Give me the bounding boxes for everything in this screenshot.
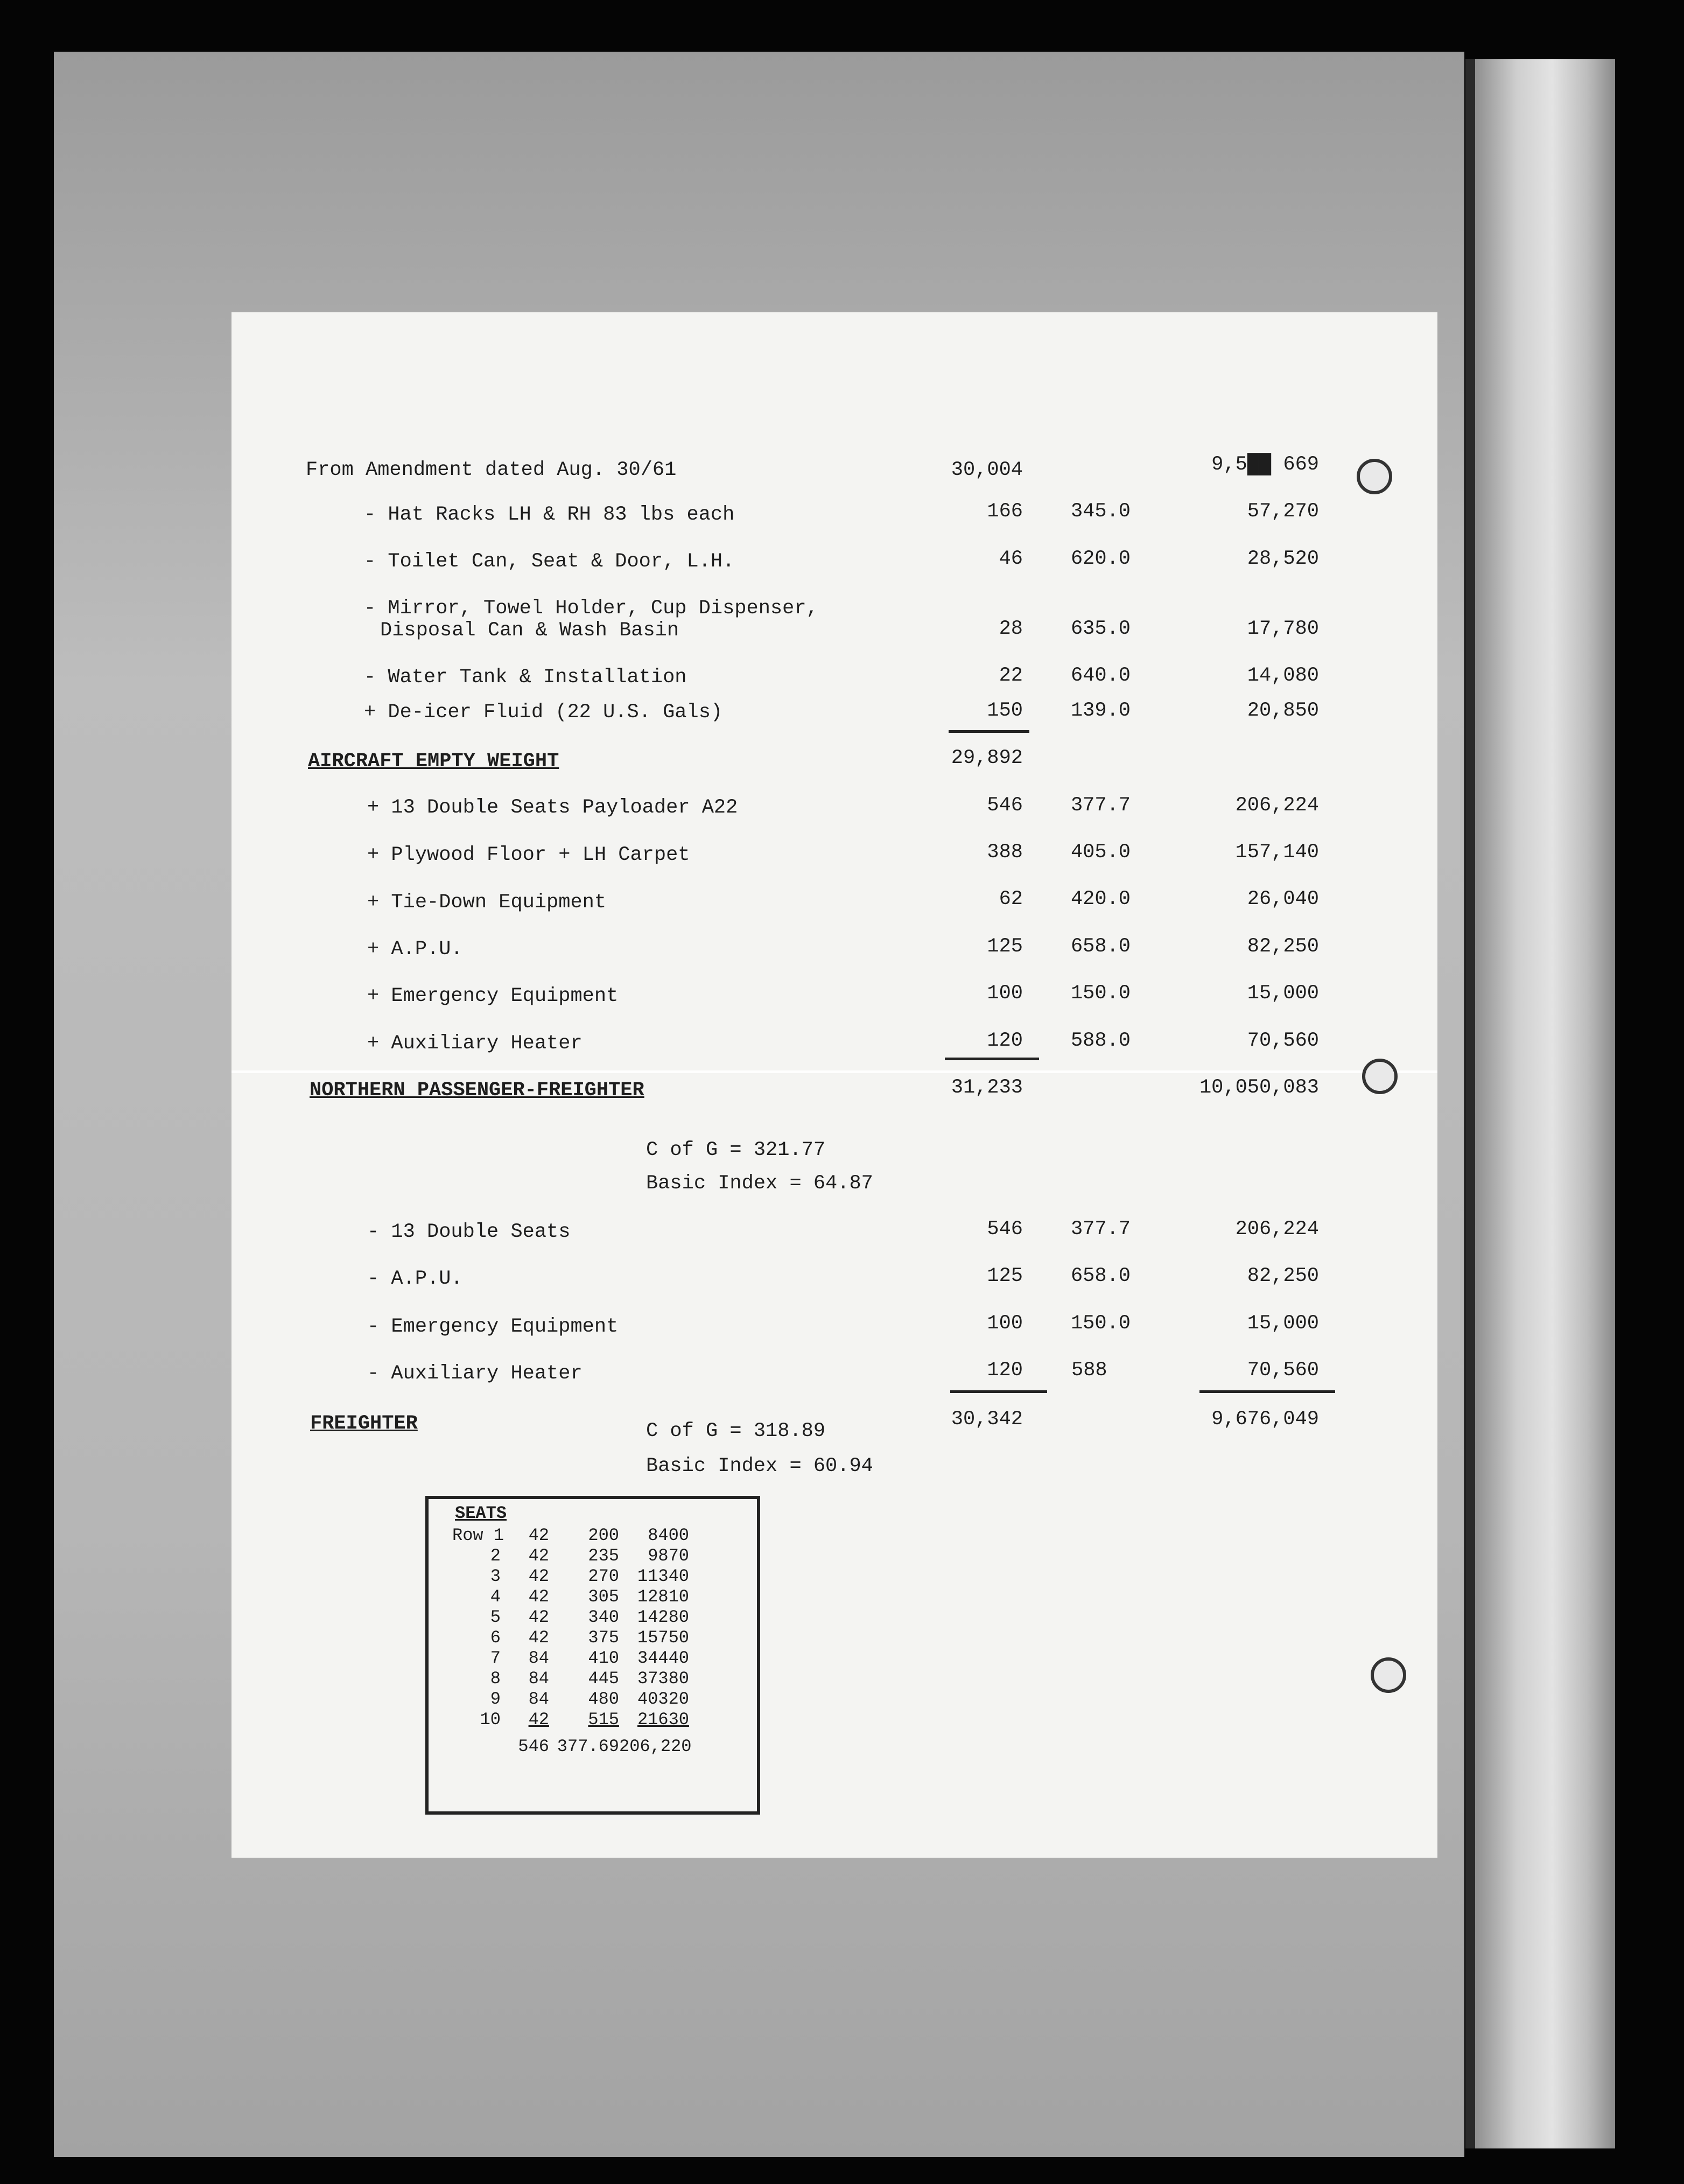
item-weight: 388 (987, 841, 1023, 864)
seat-row-moment: 34440 (637, 1648, 689, 1668)
sum-rule (950, 1390, 1047, 1393)
item-label: - 13 Double Seats (367, 1221, 571, 1243)
center-of-gravity: C of G = 321.77 (646, 1139, 826, 1161)
item-weight: 22 (999, 664, 1023, 687)
punch-hole (1357, 459, 1392, 494)
item-arm: 405.0 (1070, 841, 1131, 864)
intro-weight: 30,004 (951, 459, 1023, 481)
seat-row-weight: 42 (528, 1587, 549, 1607)
item-arm: 150.0 (1070, 1312, 1131, 1335)
item-arm: 640.0 (1070, 664, 1131, 687)
item-arm: 139.0 (1070, 699, 1131, 722)
seat-row-moment: 21630 (637, 1710, 689, 1730)
item-moment: 15,000 (1247, 1312, 1319, 1335)
item-weight: 150 (987, 699, 1023, 722)
freighter-weight-total: 30,342 (951, 1408, 1023, 1431)
item-label: + Auxiliary Heater (367, 1032, 583, 1055)
item-label: - Mirror, Towel Holder, Cup Dispenser, (364, 597, 818, 620)
seats-total-weight: 546 (518, 1737, 549, 1756)
item-label: + De-icer Fluid (22 U.S. Gals) (364, 701, 723, 724)
seat-row-arm: 305 (588, 1587, 619, 1607)
seat-row-arm: 340 (588, 1607, 619, 1627)
seat-row (452, 1609, 754, 1626)
sum-rule (1199, 1390, 1335, 1393)
item-weight: 62 (999, 888, 1023, 911)
seats-total-moment: 206,220 (619, 1737, 692, 1756)
item-moment: 28,520 (1247, 548, 1319, 570)
seat-row (452, 1711, 754, 1728)
seat-row-arm: 480 (588, 1689, 619, 1709)
seat-row-number: 2 (490, 1546, 501, 1566)
seat-row-moment: 15750 (637, 1628, 689, 1648)
seat-row-arm: 375 (588, 1628, 619, 1648)
item-label: - Emergency Equipment (367, 1315, 619, 1338)
intro-label: From Amendment dated Aug. 30/61 (306, 459, 677, 481)
northern-weight-total: 31,233 (951, 1076, 1023, 1099)
seat-row-weight: 42 (528, 1628, 549, 1648)
item-moment: 70,560 (1247, 1030, 1319, 1052)
item-weight: 546 (987, 1218, 1023, 1241)
seat-row (452, 1650, 754, 1667)
item-weight: 46 (999, 548, 1023, 570)
item-moment: 20,850 (1247, 699, 1319, 722)
center-of-gravity: C of G = 318.89 (646, 1420, 826, 1443)
seat-row-weight: 84 (528, 1669, 549, 1689)
item-weight: 28 (999, 618, 1023, 640)
seat-row-moment: 11340 (637, 1566, 689, 1586)
item-weight: 120 (987, 1359, 1023, 1382)
binding-strip (1475, 59, 1615, 2148)
item-weight: 125 (987, 1265, 1023, 1287)
seats-total-arm: 377.69 (557, 1737, 619, 1756)
item-moment: 206,224 (1235, 794, 1319, 817)
item-arm: 377.7 (1070, 794, 1131, 817)
item-moment: 15,000 (1247, 982, 1319, 1005)
seat-row-arm: 410 (588, 1648, 619, 1668)
seat-row-weight: 42 (528, 1566, 549, 1586)
item-label: + 13 Double Seats Payloader A22 (367, 796, 738, 819)
seat-row (452, 1588, 754, 1606)
item-arm: 588.0 (1070, 1030, 1131, 1052)
item-weight: 166 (987, 500, 1023, 523)
seat-row (452, 1691, 754, 1708)
seat-row-moment: 12810 (637, 1587, 689, 1607)
item-label: - A.P.U. (367, 1268, 463, 1290)
seat-row-number: 3 (490, 1566, 501, 1586)
section-heading: NORTHERN PASSENGER-FREIGHTER (310, 1079, 644, 1102)
seat-row-number: 5 (490, 1607, 501, 1627)
northern-moment-total: 10,050,083 (1199, 1076, 1319, 1099)
seat-row-number: 7 (490, 1648, 501, 1668)
seat-row-weight: 84 (528, 1648, 549, 1668)
item-weight: 100 (987, 982, 1023, 1005)
item-moment: 70,560 (1247, 1359, 1319, 1382)
item-arm: 658.0 (1070, 1265, 1131, 1287)
seat-row (452, 1548, 754, 1565)
basic-index: Basic Index = 64.87 (646, 1172, 873, 1195)
seat-row-number: 8 (490, 1669, 501, 1689)
seat-row (452, 1527, 754, 1544)
item-label: + Emergency Equipment (367, 985, 619, 1007)
seat-row-moment: 8400 (648, 1525, 689, 1545)
seat-row-weight: 42 (528, 1525, 549, 1545)
item-arm: 620.0 (1070, 548, 1131, 570)
item-arm: 377.7 (1070, 1218, 1131, 1241)
item-arm: 150.0 (1070, 982, 1131, 1005)
seat-row (452, 1568, 754, 1585)
item-moment: 206,224 (1235, 1218, 1319, 1241)
item-label-continued: Disposal Can & Wash Basin (380, 619, 679, 642)
basic-index: Basic Index = 60.94 (646, 1455, 873, 1478)
seats-total-row (452, 1738, 754, 1755)
item-weight: 120 (987, 1030, 1023, 1052)
item-weight: 100 (987, 1312, 1023, 1335)
item-label: + A.P.U. (367, 938, 463, 961)
binding-edge (1465, 59, 1476, 2148)
item-weight: 125 (987, 935, 1023, 958)
item-arm: 635.0 (1070, 618, 1131, 640)
punch-hole (1362, 1059, 1398, 1094)
item-label: + Plywood Floor + LH Carpet (367, 844, 690, 866)
item-arm: 658.0 (1070, 935, 1131, 958)
seats-table-title: SEATS (455, 1503, 507, 1523)
item-moment: 17,780 (1247, 618, 1319, 640)
seat-row (452, 1670, 754, 1688)
seat-row-weight: 84 (528, 1689, 549, 1709)
item-moment: 26,040 (1247, 888, 1319, 911)
seat-row-moment: 40320 (637, 1689, 689, 1709)
seat-row-arm: 445 (588, 1669, 619, 1689)
seat-row-moment: 9870 (648, 1546, 689, 1566)
item-moment: 157,140 (1235, 841, 1319, 864)
seat-row (452, 1629, 754, 1647)
seat-row-number: 4 (490, 1587, 501, 1607)
item-label: - Toilet Can, Seat & Door, L.H. (364, 550, 735, 573)
section-heading: AIRCRAFT EMPTY WEIGHT (308, 750, 559, 773)
item-moment: 57,270 (1247, 500, 1319, 523)
section-heading: FREIGHTER (310, 1412, 418, 1435)
paper-crease (231, 1070, 1437, 1073)
seat-row-number: 10 (480, 1710, 501, 1730)
seat-row-moment: 37380 (637, 1669, 689, 1689)
seat-row-arm: 270 (588, 1566, 619, 1586)
seat-row-weight: 42 (528, 1546, 549, 1566)
seat-row-weight: 42 (528, 1607, 549, 1627)
intro-moment: 9,5██ 669 (1211, 453, 1319, 476)
item-moment: 82,250 (1247, 935, 1319, 958)
freighter-moment-total: 9,676,049 (1211, 1408, 1319, 1431)
item-moment: 82,250 (1247, 1265, 1319, 1287)
item-arm: 345.0 (1070, 500, 1131, 523)
item-moment: 14,080 (1247, 664, 1319, 687)
sum-rule (945, 1058, 1039, 1060)
empty-weight-total: 29,892 (951, 747, 1023, 769)
seat-row-number: Row 1 (452, 1525, 504, 1545)
seat-row-arm: 515 (588, 1710, 619, 1730)
sum-rule (949, 730, 1029, 733)
seat-row-number: 6 (490, 1628, 501, 1648)
punch-hole (1371, 1657, 1406, 1693)
item-label: - Auxiliary Heater (367, 1362, 583, 1385)
seat-row-arm: 235 (588, 1546, 619, 1566)
item-weight: 546 (987, 794, 1023, 817)
item-arm: 588 (1071, 1359, 1107, 1382)
seat-row-weight: 42 (528, 1710, 549, 1730)
item-label: + Tie-Down Equipment (367, 891, 607, 914)
item-arm: 420.0 (1070, 888, 1131, 911)
seat-row-number: 9 (490, 1689, 501, 1709)
seat-row-moment: 14280 (637, 1607, 689, 1627)
item-label: - Water Tank & Installation (364, 666, 687, 689)
item-label: - Hat Racks LH & RH 83 lbs each (364, 503, 735, 526)
seat-row-arm: 200 (588, 1525, 619, 1545)
